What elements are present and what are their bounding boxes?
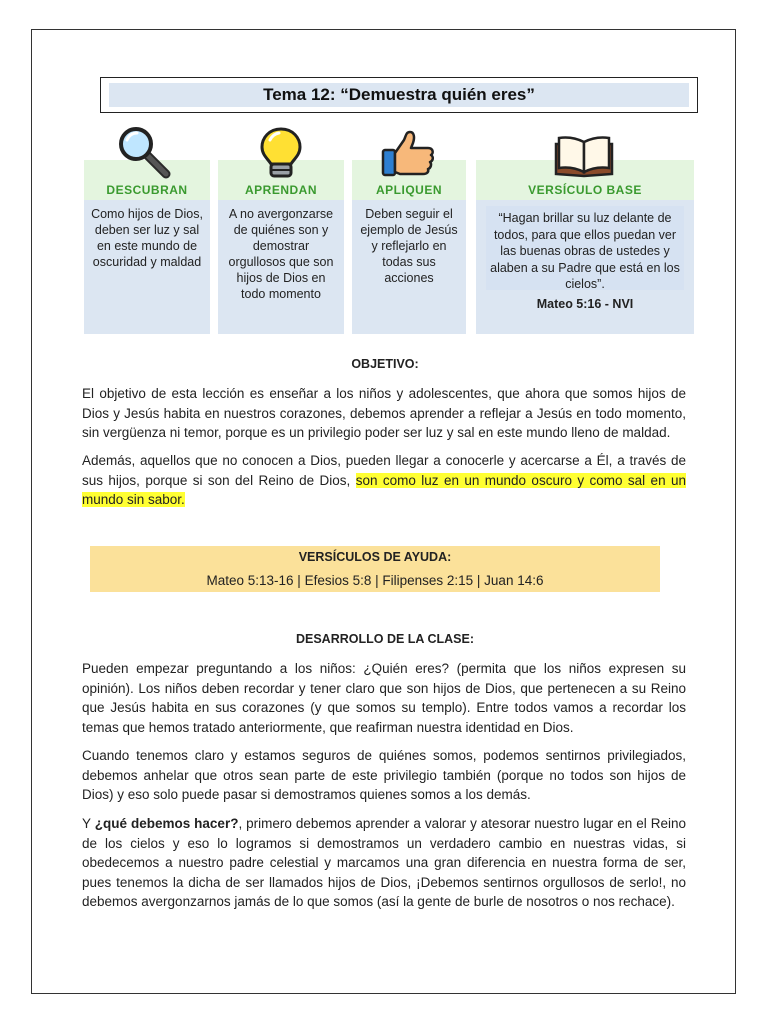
card-heading-label: VERSÍCULO BASE	[528, 183, 642, 197]
card-discover	[84, 160, 210, 334]
objective-paragraph-1: El objetivo de esta lección es enseñar a los niños y adolescentes, que ahora que somos hijos de Dios y Jesús habita en nuestros corazones, debemos aprender a reflejar a Jesús en todo momento, sin vergüenza ni temor, porque es un privilegio poder ser luz y sal en este mundo lleno de maldad.	[82, 386, 686, 440]
light-bulb-icon	[258, 126, 304, 182]
card-body: Como hijos de Dios, deben ser luz y sal en este mundo de oscuridad y maldad	[91, 207, 203, 269]
card-base-verse	[476, 160, 694, 334]
help-verses-title: VERSÍCULOS DE AYUDA:	[298, 550, 452, 564]
title-box	[100, 77, 698, 113]
development-paragraph-3	[82, 814, 686, 912]
development-paragraph-2: Cuando tenemos claro y estamos seguros de quiénes somos, podemos sentirnos privilegiados, debemos anhelar que otros sean parte de este privilegio también (porque no todos son hijos de Dios) y eso solo puede pasar si demostramos quienes somos a los demás.	[82, 748, 686, 802]
verse-text: “Hagan brillar su luz delante de todos, para que ellos puedan ver las buenas obras de ustedes y alaben a su Padre que está en los cielos”.	[486, 206, 684, 290]
verse-reference: Mateo 5:16 - NVI	[536, 297, 634, 311]
development-paragraph-1: Pueden empezar preguntando a los niños: ¿Quién eres? (permita que los niños expresen su opinión). Los niños deben recordar y tener claro que son hijos de Dios, que pertenecen a su Reino que Jesús habita en sus corazones (y que somos su templo). Entre todos vamos a recordar los temas que hemos tratado anteriormente, que reafirman nuestra identidad en Dios.	[82, 661, 686, 735]
card-apply	[352, 160, 466, 334]
card-heading-label: DESCUBRAN	[106, 183, 188, 197]
objective-paragraph-2-text: Además, aquellos que no conocen a Dios, pueden llegar a conocerle y acercarse a Él, a través de sus hijos, porque si son del Reino de Dios,	[82, 453, 686, 488]
card-learn	[218, 160, 344, 334]
help-verses-box	[90, 546, 660, 592]
objective-title: OBJETIVO:	[351, 357, 419, 371]
thumbs-up-icon	[380, 128, 438, 178]
page-title: Tema 12: “Demuestra quién eres”	[109, 83, 689, 107]
development-title: DESARROLLO DE LA CLASE:	[295, 632, 474, 646]
card-heading-label: APLIQUEN	[375, 183, 442, 197]
card-body: A no avergonzarse de quiénes son y demostrar orgullosos que son hijos de Dios en todo momento	[228, 207, 334, 301]
magnifying-glass-icon	[116, 126, 178, 180]
highlighted-text: son como luz en un mundo oscuro y como sal en un mundo sin sabor.	[82, 472, 686, 507]
bold-question: ¿qué debemos hacer?	[94, 816, 239, 831]
card-body: Deben seguir el ejemplo de Jesús y reflejarlo en todas sus acciones	[360, 207, 458, 285]
help-verses-references: Mateo 5:13-16 | Efesios 5:8 | Filipenses 2:15 | Juan 14:6	[206, 573, 544, 588]
development-paragraph-3-rest: , primero debemos aprender a valorar y atesorar nuestro lugar en el Reino de los cielos y eso lo logramos si demostramos un verdadero cambio en nuestras vidas, si obedecemos a nuestro padre celestial y marcamos una gran diferencia en nuestra forma de ser, pues tenemos la dicha de ser llamados hijos de Dios, ¡Debemos sentirnos orgullosos de serlo!, no debemos avergonzarnos jamás de lo que somos (así la gente de burle de nosotros o nos rechace).	[82, 816, 686, 909]
development-paragraph-3-start: Y	[82, 816, 91, 831]
objective-paragraph-2	[82, 451, 686, 510]
open-book-icon	[552, 132, 618, 180]
card-heading-label: APRENDAN	[244, 183, 317, 197]
